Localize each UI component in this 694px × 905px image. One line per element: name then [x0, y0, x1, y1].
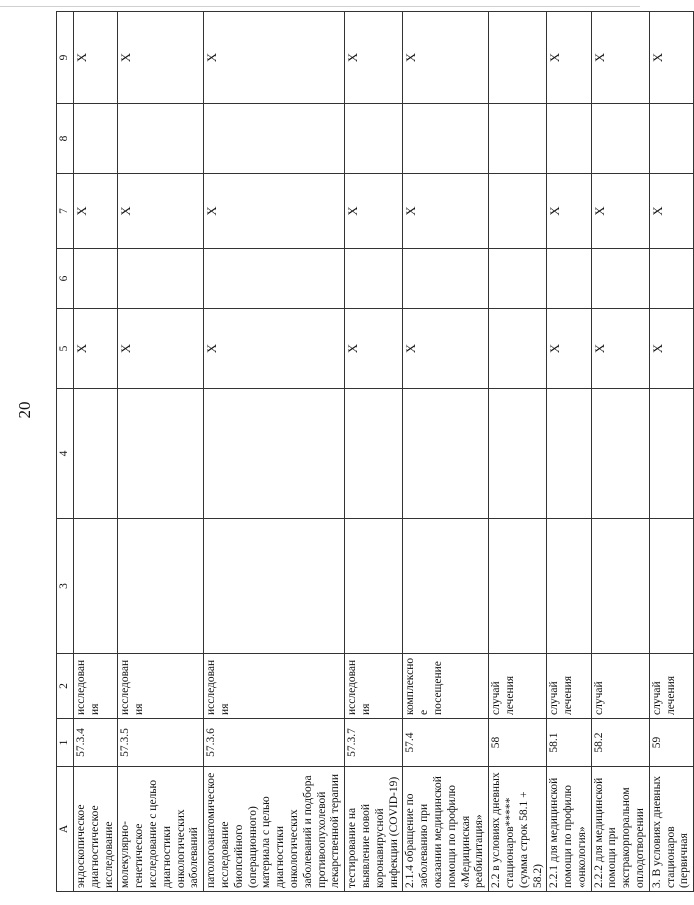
cell-col-4	[118, 389, 204, 519]
row-code: 57.4	[403, 719, 489, 767]
row-name: тестирование на выявление новой коронавирусной инфекции (COVID-19)	[345, 767, 403, 892]
row-code: 58.1	[547, 719, 591, 767]
cell-col-8	[74, 104, 118, 174]
row-name: эндоскопическое диагностическое исследование	[74, 767, 118, 892]
cell-col-5: X	[591, 309, 649, 389]
col-header-9: 9	[57, 12, 74, 104]
cell-col-7: X	[591, 174, 649, 249]
cell-col-9: X	[547, 12, 591, 104]
row-name: 2.2.1 для медицинской помощи по профилю «онкология»	[547, 767, 591, 892]
cell-col-6	[403, 249, 489, 309]
cell-col-3	[591, 519, 649, 654]
cell-col-5: X	[204, 309, 345, 389]
cell-col-6	[74, 249, 118, 309]
col-header-8: 8	[57, 104, 74, 174]
header-row	[57, 12, 74, 892]
cell-col-9: X	[591, 12, 649, 104]
row-name: патологоанатомическое исследование биопсийного (операционного) материала с целью диагностики онкологических заболеваний и подбора противоопухолевой лекарственной терапии	[204, 767, 345, 892]
cell-col-4	[403, 389, 489, 519]
cell-col-3	[403, 519, 489, 654]
cell-col-4	[649, 389, 693, 519]
cell-col-4	[547, 389, 591, 519]
cell-col-5: X	[74, 309, 118, 389]
cell-col-6	[118, 249, 204, 309]
cell-col-7: X	[547, 174, 591, 249]
rotated-table-container	[56, 12, 691, 892]
cell-col-3	[345, 519, 403, 654]
row-code: 59	[649, 719, 693, 767]
col-header-a: А	[57, 767, 74, 892]
cell-col-7: X	[204, 174, 345, 249]
row-unit: исследования	[74, 654, 118, 719]
cell-col-4	[489, 389, 547, 519]
col-header-7: 7	[57, 174, 74, 249]
cell-col-8	[547, 104, 591, 174]
cell-col-6	[345, 249, 403, 309]
cell-col-5: X	[345, 309, 403, 389]
col-header-3: 3	[57, 519, 74, 654]
row-name: молекулярно-генетическое исследование с целью диагностики онкологических заболеваний	[118, 767, 204, 892]
cell-col-5: X	[649, 309, 693, 389]
row-unit: исследования	[204, 654, 345, 719]
cell-col-7: X	[118, 174, 204, 249]
cell-col-5	[489, 309, 547, 389]
row-name: 3. В условиях дневных стационаров (первичная	[649, 767, 693, 892]
row-name: 2.2.2 для медицинской помощи при экстракорпоральном оплодотворении	[591, 767, 649, 892]
row-name: 2.1.4 обращение по заболеванию при оказании медицинской помощи по профилю «Медицинская реабилитация»	[403, 767, 489, 892]
cell-col-7: X	[345, 174, 403, 249]
col-header-4: 4	[57, 389, 74, 519]
table-row	[591, 12, 649, 892]
table-row	[345, 12, 403, 892]
cell-col-9: X	[403, 12, 489, 104]
row-code: 57.3.7	[345, 719, 403, 767]
row-code: 57.3.4	[74, 719, 118, 767]
table-row	[489, 12, 547, 892]
row-code: 57.3.6	[204, 719, 345, 767]
row-unit: комплексное посещение	[403, 654, 489, 719]
data-table	[56, 11, 694, 892]
row-code: 58	[489, 719, 547, 767]
cell-col-9	[489, 12, 547, 104]
table-row	[74, 12, 118, 892]
table-row	[649, 12, 693, 892]
cell-col-6	[649, 249, 693, 309]
table-row	[118, 12, 204, 892]
cell-col-8	[489, 104, 547, 174]
cell-col-3	[204, 519, 345, 654]
col-header-5: 5	[57, 309, 74, 389]
col-header-1: 1	[57, 719, 74, 767]
cell-col-3	[649, 519, 693, 654]
cell-col-5: X	[118, 309, 204, 389]
cell-col-9: X	[649, 12, 693, 104]
cell-col-8	[345, 104, 403, 174]
cell-col-7	[489, 174, 547, 249]
cell-col-6	[489, 249, 547, 309]
table-row	[547, 12, 591, 892]
cell-col-7: X	[74, 174, 118, 249]
row-code: 57.3.5	[118, 719, 204, 767]
table-row	[204, 12, 345, 892]
cell-col-4	[74, 389, 118, 519]
cell-col-8	[204, 104, 345, 174]
cell-col-6	[547, 249, 591, 309]
row-name: 2.2 в условиях дневных стационаров***** (сумма строк 58.1 + 58.2)	[489, 767, 547, 892]
row-unit: случай лечения	[547, 654, 591, 719]
col-header-2: 2	[57, 654, 74, 719]
cell-col-8	[118, 104, 204, 174]
cell-col-6	[204, 249, 345, 309]
cell-col-3	[547, 519, 591, 654]
cell-col-4	[204, 389, 345, 519]
cell-col-9: X	[74, 12, 118, 104]
cell-col-7: X	[403, 174, 489, 249]
cell-col-3	[118, 519, 204, 654]
col-header-6: 6	[57, 249, 74, 309]
row-unit: случай	[591, 654, 649, 719]
scan-edge-line	[0, 6, 640, 7]
row-unit: исследования	[118, 654, 204, 719]
row-unit: случай лечения	[489, 654, 547, 719]
cell-col-3	[74, 519, 118, 654]
cell-col-8	[403, 104, 489, 174]
table-row	[403, 12, 489, 892]
cell-col-8	[591, 104, 649, 174]
cell-col-7: X	[649, 174, 693, 249]
cell-col-4	[345, 389, 403, 519]
row-code: 58.2	[591, 719, 649, 767]
row-unit: случай лечения	[649, 654, 693, 719]
row-unit: исследования	[345, 654, 403, 719]
cell-col-5: X	[403, 309, 489, 389]
cell-col-8	[649, 104, 693, 174]
cell-col-3	[489, 519, 547, 654]
cell-col-6	[591, 249, 649, 309]
page-number: 20	[15, 401, 34, 419]
cell-col-9: X	[204, 12, 345, 104]
cell-col-4	[591, 389, 649, 519]
cell-col-9: X	[118, 12, 204, 104]
cell-col-9: X	[345, 12, 403, 104]
cell-col-5: X	[547, 309, 591, 389]
